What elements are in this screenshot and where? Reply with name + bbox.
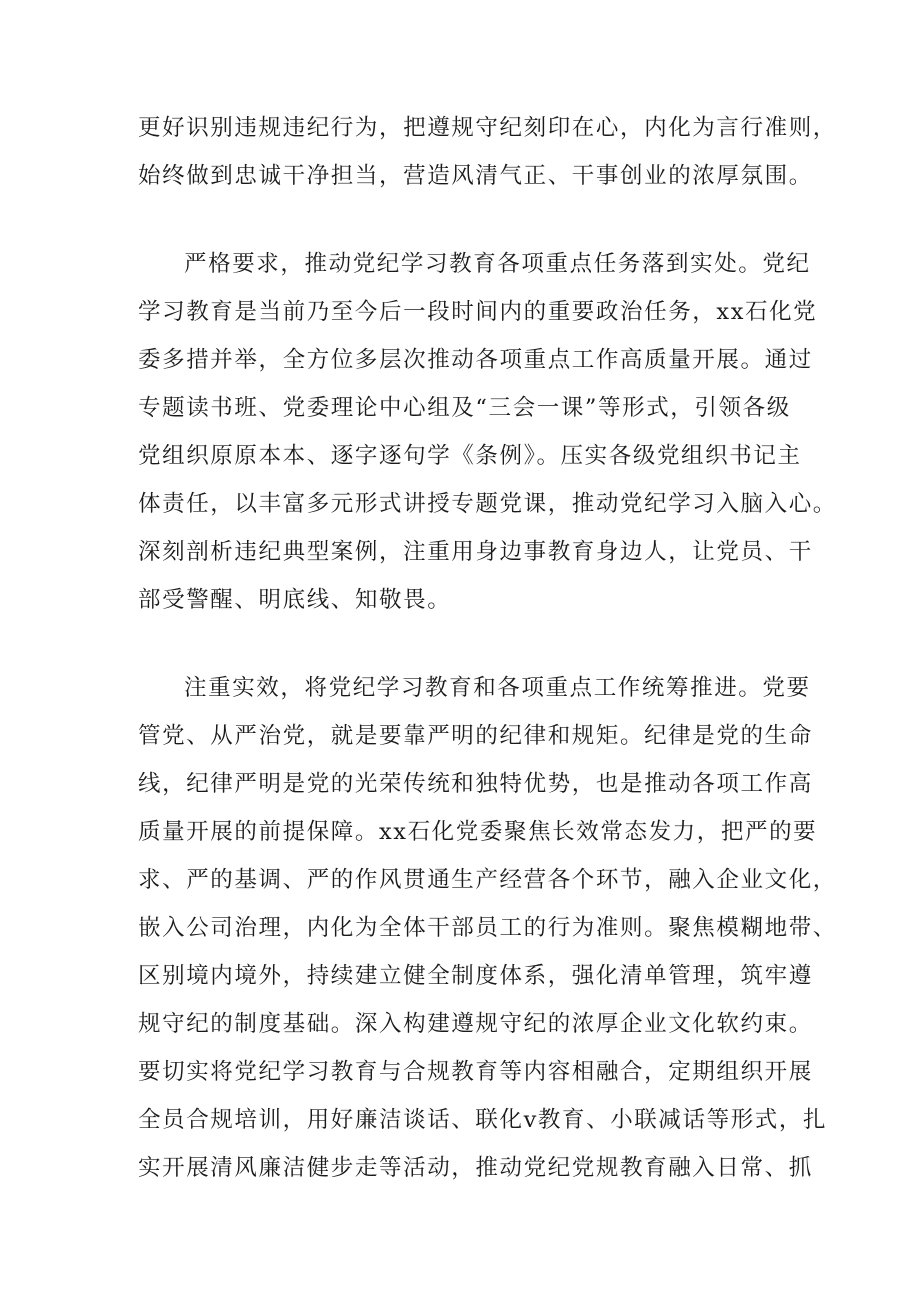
paragraph-2 bbox=[138, 240, 837, 624]
text-line: 区别境内境外，持续建立健全制度体系，强化清单管理，筑牢遵 bbox=[138, 963, 813, 989]
text-line: 始终做到忠诚干净担当，营造风清气正、干事创业的浓厚氛围。 bbox=[138, 163, 813, 189]
text-line: 管党、从严治党，就是要靠严明的纪律和规矩。纪律是党的生命 bbox=[138, 723, 813, 749]
text-line: 党组织原原本本、逐字逐句学《条例》。压实各级党组织书记主 bbox=[138, 443, 802, 469]
paragraph-1 bbox=[138, 104, 837, 200]
text-line: 学习教育是当前乃至今后一段时间内的重要政治任务，xx石化党 bbox=[138, 299, 818, 325]
text-line: 线，纪律严明是党的光荣传统和独特优势，也是推动各项工作高 bbox=[138, 771, 813, 797]
paragraph-3 bbox=[138, 664, 837, 1192]
text-line: 严格要求，推动党纪学习教育各项重点任务落到实处。党纪 bbox=[184, 251, 811, 277]
text-line: 部受警醒、明底线、知敬畏。 bbox=[138, 587, 452, 613]
text-line: 委多措并举，全方位多层次推动各项重点工作高质量开展。通过 bbox=[138, 347, 813, 373]
text-line: 要切实将党纪学习教育与合规教育等内容相融合，定期组织开展 bbox=[138, 1059, 813, 1085]
text-line: 求、严的基调、严的作风贯通生产经营各个环节，融入企业文化， bbox=[138, 867, 837, 893]
text-line: 嵌入公司治理，内化为全体干部员工的行为准则。聚焦模糊地带、 bbox=[138, 915, 837, 941]
text-line: 注重实效，将党纪学习教育和各项重点工作统筹推进。党要 bbox=[184, 675, 811, 701]
text-line: 规守纪的制度基础。深入构建遵规守纪的浓厚企业文化软约束。 bbox=[138, 1011, 813, 1037]
text-line: 更好识别违规违纪行为，把遵规守纪刻印在心，内化为言行准则， bbox=[138, 115, 837, 141]
text-line: 实开展清风廉洁健步走等活动，推动党纪党规教育融入日常、抓 bbox=[138, 1155, 813, 1181]
text-line: 体责任，以丰富多元形式讲授专题党课，推动党纪学习入脑入心。 bbox=[138, 491, 837, 517]
text-line: 专题读书班、党委理论中心组及“三会一课”等形式，引领各级 bbox=[138, 395, 791, 421]
text-line: 全员合规培训，用好廉洁谈话、联化v教育、小联减话等形式，扎 bbox=[138, 1107, 828, 1133]
text-line: 质量开展的前提保障。xx石化党委聚焦长效常态发力，把严的要 bbox=[138, 819, 818, 845]
text-line: 深刻剖析违纪典型案例，注重用身边事教育身边人，让党员、干 bbox=[138, 539, 813, 565]
